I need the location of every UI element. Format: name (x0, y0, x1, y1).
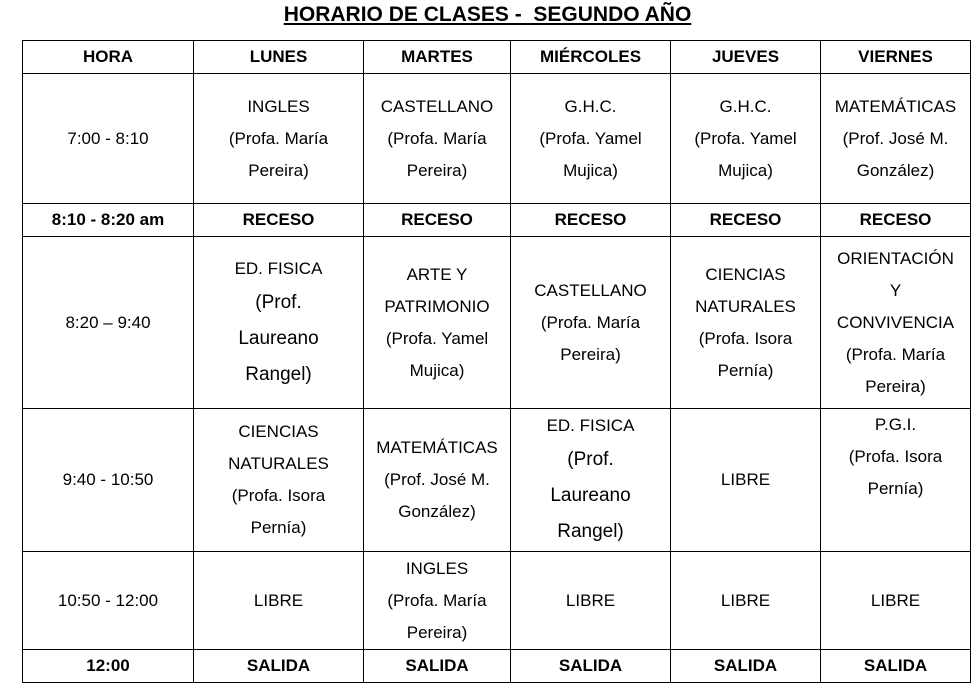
subject-name: MATEMÁTICAS (834, 96, 957, 116)
table-row (23, 552, 971, 650)
teacher-line: (Profa. Yamel (539, 128, 642, 148)
time-cell: 7:00 - 8:10 (23, 74, 194, 204)
teacher-line: Pereira) (248, 160, 309, 180)
teacher-line: Pernía) (250, 518, 307, 537)
class-cell (364, 237, 511, 409)
teacher-line: Pernía) (867, 479, 924, 498)
column-header-lunes: LUNES (194, 41, 364, 74)
column-header-jueves: JUEVES (671, 41, 821, 74)
teacher-line: Pereira) (406, 622, 468, 642)
teacher-line: (Prof. (255, 291, 302, 313)
class-cell (821, 74, 971, 204)
teacher-line: (Profa. Isora (848, 447, 943, 466)
teacher-line: (Profa. Isora (698, 328, 793, 348)
class-cell (511, 552, 671, 650)
teacher-line: (Prof. (567, 449, 614, 470)
recess-cell: RECESO (671, 204, 821, 237)
subject-name: G.H.C. (564, 96, 617, 116)
subject-name: G.H.C. (719, 96, 772, 116)
class-cell (194, 552, 364, 650)
class-cell (671, 74, 821, 204)
teacher-line: González) (398, 502, 476, 521)
class-cell (821, 237, 971, 409)
column-header-hora: HORA (23, 41, 194, 74)
subject-name: LIBRE (720, 590, 771, 610)
class-cell (194, 409, 364, 552)
subject-name: CIENCIAS (705, 264, 786, 284)
subject-name: LIBRE (565, 590, 616, 610)
class-cell (364, 552, 511, 650)
subject-name: LIBRE (253, 590, 304, 610)
subject-name: Y (889, 280, 902, 300)
class-cell (364, 409, 511, 552)
time-cell: 10:50 - 12:00 (23, 552, 194, 650)
class-cell (364, 74, 511, 204)
exit-cell: SALIDA (194, 650, 364, 683)
teacher-line: Laureano (550, 485, 631, 506)
table-row (23, 237, 971, 409)
class-cell (511, 74, 671, 204)
exit-cell: SALIDA (671, 650, 821, 683)
teacher-line: (Profa. Yamel (694, 128, 797, 148)
teacher-line: Pereira) (865, 376, 926, 396)
subject-name: NATURALES (228, 454, 329, 473)
exit-cell: SALIDA (364, 650, 511, 683)
exit-cell: SALIDA (511, 650, 671, 683)
table-row (23, 74, 971, 204)
class-cell (821, 552, 971, 650)
subject-name: CASTELLANO (380, 96, 494, 116)
teacher-line: Pereira) (560, 344, 621, 364)
exit-cell: SALIDA (821, 650, 971, 683)
teacher-line: Mujica) (409, 360, 465, 380)
subject-name: ARTE Y (406, 264, 468, 284)
recess-cell: RECESO (821, 204, 971, 237)
teacher-line: González) (856, 160, 935, 180)
teacher-line: Rangel) (245, 363, 312, 385)
time-cell: 12:00 (23, 650, 194, 683)
recess-cell: RECESO (364, 204, 511, 237)
subject-name: MATEMÁTICAS (376, 438, 498, 457)
page-title: HORARIO DE CLASES - SEGUNDO AÑO (283, 3, 692, 26)
subject-name: P.G.I. (874, 415, 917, 434)
class-cell (671, 409, 821, 552)
teacher-line: Pereira) (406, 160, 468, 180)
teacher-line: Mujica) (563, 160, 618, 180)
teacher-line: Mujica) (718, 160, 773, 180)
teacher-line: (Profa. Yamel (385, 328, 489, 348)
subject-name: INGLES (405, 558, 469, 578)
class-cell (821, 409, 971, 552)
column-header-martes: MARTES (364, 41, 511, 74)
time-cell: 8:10 - 8:20 am (23, 204, 194, 237)
teacher-line: Pernía) (717, 360, 774, 380)
subject-name: CONVIVENCIA (836, 312, 955, 332)
recess-cell: RECESO (511, 204, 671, 237)
teacher-line: (Profa. Isora (231, 486, 326, 505)
subject-name: LIBRE (720, 470, 771, 489)
column-header-miercoles: MIÉRCOLES (511, 41, 671, 74)
recess-row (23, 204, 971, 237)
class-cell (511, 409, 671, 552)
recess-cell: RECESO (194, 204, 364, 237)
class-cell (671, 552, 821, 650)
teacher-line: (Profa. María (387, 590, 487, 610)
teacher-line: (Prof. José M. (842, 128, 949, 148)
subject-name: ORIENTACIÓN (837, 248, 954, 268)
subject-name: INGLES (247, 96, 310, 116)
class-cell (194, 74, 364, 204)
subject-name: ED. FISICA (234, 258, 323, 278)
teacher-line: (Profa. María (845, 344, 946, 364)
subject-name: NATURALES (695, 296, 796, 316)
teacher-line: (Profa. María (540, 312, 641, 332)
schedule-table (22, 40, 971, 683)
subject-name: ED. FISICA (546, 416, 635, 435)
teacher-line: Laureano (238, 327, 319, 349)
teacher-line: (Profa. María (228, 128, 329, 148)
time-cell: 8:20 – 9:40 (23, 237, 194, 409)
class-cell (194, 237, 364, 409)
time-cell: 9:40 - 10:50 (23, 409, 194, 552)
teacher-line: (Profa. María (387, 128, 487, 148)
column-header-viernes: VIERNES (821, 41, 971, 74)
class-cell (671, 237, 821, 409)
subject-name: CASTELLANO (534, 280, 647, 300)
teacher-line: Rangel) (557, 521, 624, 542)
teacher-line: (Prof. José M. (384, 470, 490, 489)
subject-name: PATRIMONIO (384, 296, 490, 316)
header-row (23, 41, 971, 74)
class-cell (511, 237, 671, 409)
table-row (23, 409, 971, 552)
subject-name: LIBRE (870, 590, 921, 610)
subject-name: CIENCIAS (238, 422, 319, 441)
